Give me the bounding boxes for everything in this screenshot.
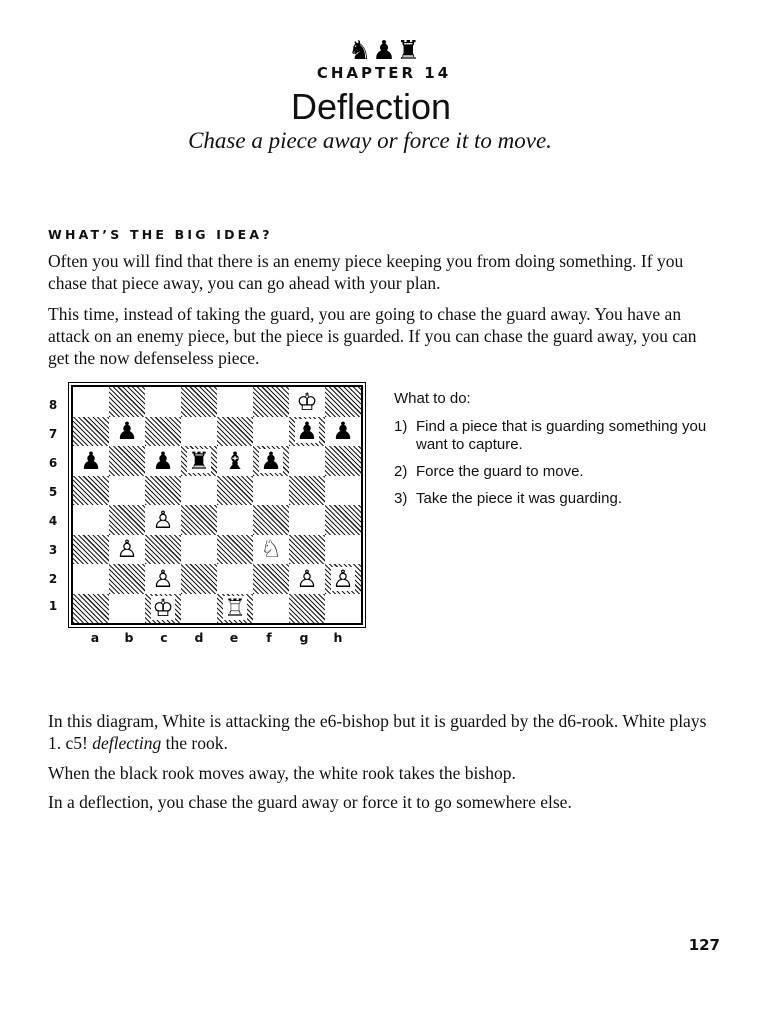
todo-text: Force the guard to move. [416, 463, 584, 480]
board-square [253, 476, 289, 506]
rook-icon: ♜ [396, 36, 420, 66]
intro-paragraph-2: This time, instead of taking the guard, you are going to chase the guard away. You have an attack on an enemy piece, but the piece is guarded. If you can chase the guard away, you can get the now defenseless piece. [48, 304, 697, 368]
chapter-title: Deflection [290, 86, 452, 127]
board-square [73, 387, 109, 417]
todo-number: 1) [394, 418, 408, 435]
board-square [253, 387, 289, 417]
board-square [181, 505, 217, 535]
todo-item [394, 490, 734, 508]
chess-piece: ♘ [260, 535, 282, 564]
board-square [325, 387, 361, 417]
board-square [289, 476, 325, 506]
board-square [325, 535, 361, 565]
chess-piece: ♜ [188, 446, 210, 475]
board-square [145, 535, 181, 565]
board-square [289, 594, 325, 624]
board-square [253, 417, 289, 447]
board-square [325, 594, 361, 624]
board-square [145, 505, 181, 535]
file-label: a [90, 630, 100, 645]
todo-number: 2) [394, 463, 408, 480]
file-label: f [266, 630, 272, 645]
board-square [217, 535, 253, 565]
chapter-subtitle: Chase a piece away or force it to move. [188, 128, 552, 153]
board-square [253, 594, 289, 624]
explanation-paragraph-2: When the black rook moves away, the white rook takes the bishop. [48, 763, 516, 783]
chess-piece: ♟ [80, 446, 102, 475]
file-label: c [160, 630, 168, 645]
explanation-paragraph-1 [48, 710, 708, 754]
board-square [145, 417, 181, 447]
chess-piece: ♟ [116, 417, 138, 446]
board-square [181, 476, 217, 506]
board-square [181, 535, 217, 565]
board-square [73, 505, 109, 535]
board-square [181, 594, 217, 624]
chess-piece: ♙ [116, 535, 138, 564]
board-square [145, 446, 181, 476]
rank-label: 2 [48, 572, 58, 586]
chess-piece: ♖ [224, 594, 246, 623]
board-square [109, 564, 145, 594]
chess-piece: ♙ [152, 505, 174, 534]
explanation-paragraph-3: In a deflection, you chase the guard away or force it to go somewhere else. [48, 792, 572, 812]
board-square [289, 564, 325, 594]
knight-icon: ♞ [348, 36, 372, 66]
section-heading: WHAT’S THE BIG IDEA? [48, 227, 273, 242]
board-square [145, 476, 181, 506]
board-square [253, 505, 289, 535]
chess-piece: ♝ [224, 446, 246, 475]
emphasis-deflecting: deflecting [92, 733, 162, 753]
what-to-do-box [394, 390, 734, 517]
rank-label: 5 [48, 485, 58, 499]
todo-text: Find a piece that is guarding something you want to capture. [416, 418, 707, 453]
board-square [253, 535, 289, 565]
intro-paragraph-1: Often you will find that there is an enemy piece keeping you from doing something. If you chase that piece away, you can go ahead with your plan. [48, 251, 684, 293]
board-square [73, 417, 109, 447]
board-square [109, 417, 145, 447]
file-label: g [299, 630, 309, 645]
board-square [325, 564, 361, 594]
chess-piece: ♟ [260, 446, 282, 475]
board-square [73, 446, 109, 476]
todo-item [394, 418, 734, 454]
board-square [145, 387, 181, 417]
board-square [145, 594, 181, 624]
board-square [181, 564, 217, 594]
chess-piece: ♔ [296, 387, 318, 416]
chess-piece: ♟ [152, 446, 174, 475]
board-square [73, 564, 109, 594]
board-square [289, 417, 325, 447]
rank-label: 1 [48, 599, 58, 613]
board-square [181, 387, 217, 417]
rank-label: 7 [48, 427, 58, 441]
file-label: b [124, 630, 134, 645]
board-square [253, 564, 289, 594]
chapter-label: CHAPTER 14 [316, 64, 452, 82]
file-label: e [229, 630, 239, 645]
board-square [73, 476, 109, 506]
chess-board [71, 385, 363, 625]
board-square [289, 446, 325, 476]
rank-label: 4 [48, 514, 58, 528]
board-square [289, 535, 325, 565]
todo-number: 3) [394, 490, 408, 507]
board-square [181, 446, 217, 476]
file-label: d [194, 630, 204, 645]
rank-label: 6 [48, 456, 58, 470]
chess-piece: ♟ [332, 417, 354, 446]
board-square [73, 594, 109, 624]
board-square [217, 417, 253, 447]
file-labels [75, 630, 363, 646]
board-square [109, 594, 145, 624]
board-square [289, 505, 325, 535]
what-to-do-heading: What to do: [394, 390, 471, 407]
chess-piece: ♟ [296, 417, 318, 446]
page-number: 127 [688, 936, 720, 954]
chess-piece: ♙ [152, 564, 174, 593]
file-label: h [333, 630, 343, 645]
board-square [109, 476, 145, 506]
board-square [109, 535, 145, 565]
board-square [217, 387, 253, 417]
board-square [325, 417, 361, 447]
explanation-text: the rook. [161, 733, 228, 753]
board-square [217, 446, 253, 476]
board-square [109, 505, 145, 535]
board-square [217, 505, 253, 535]
board-square [253, 446, 289, 476]
board-square [325, 446, 361, 476]
board-square [145, 564, 181, 594]
chess-piece: ♙ [296, 564, 318, 593]
rank-label: 3 [48, 543, 58, 557]
board-square [73, 535, 109, 565]
board-square [289, 387, 325, 417]
explanation-text: In this diagram, White is attacking the e6-bishop but it is guarded by the d6-rook. White plays 1. c5! [48, 711, 707, 753]
pawn-icon: ♟ [372, 36, 396, 66]
board-square [217, 594, 253, 624]
todo-text: Take the piece it was guarding. [416, 490, 622, 507]
board-square [217, 476, 253, 506]
board-square [181, 417, 217, 447]
board-square [109, 387, 145, 417]
board-square [217, 564, 253, 594]
chapter-emblem [334, 30, 434, 64]
board-square [325, 476, 361, 506]
board-square [325, 505, 361, 535]
board-square [109, 446, 145, 476]
chess-piece: ♙ [332, 564, 354, 593]
chess-piece: ♔ [152, 594, 174, 623]
rank-label: 8 [48, 398, 58, 412]
todo-item [394, 463, 734, 481]
